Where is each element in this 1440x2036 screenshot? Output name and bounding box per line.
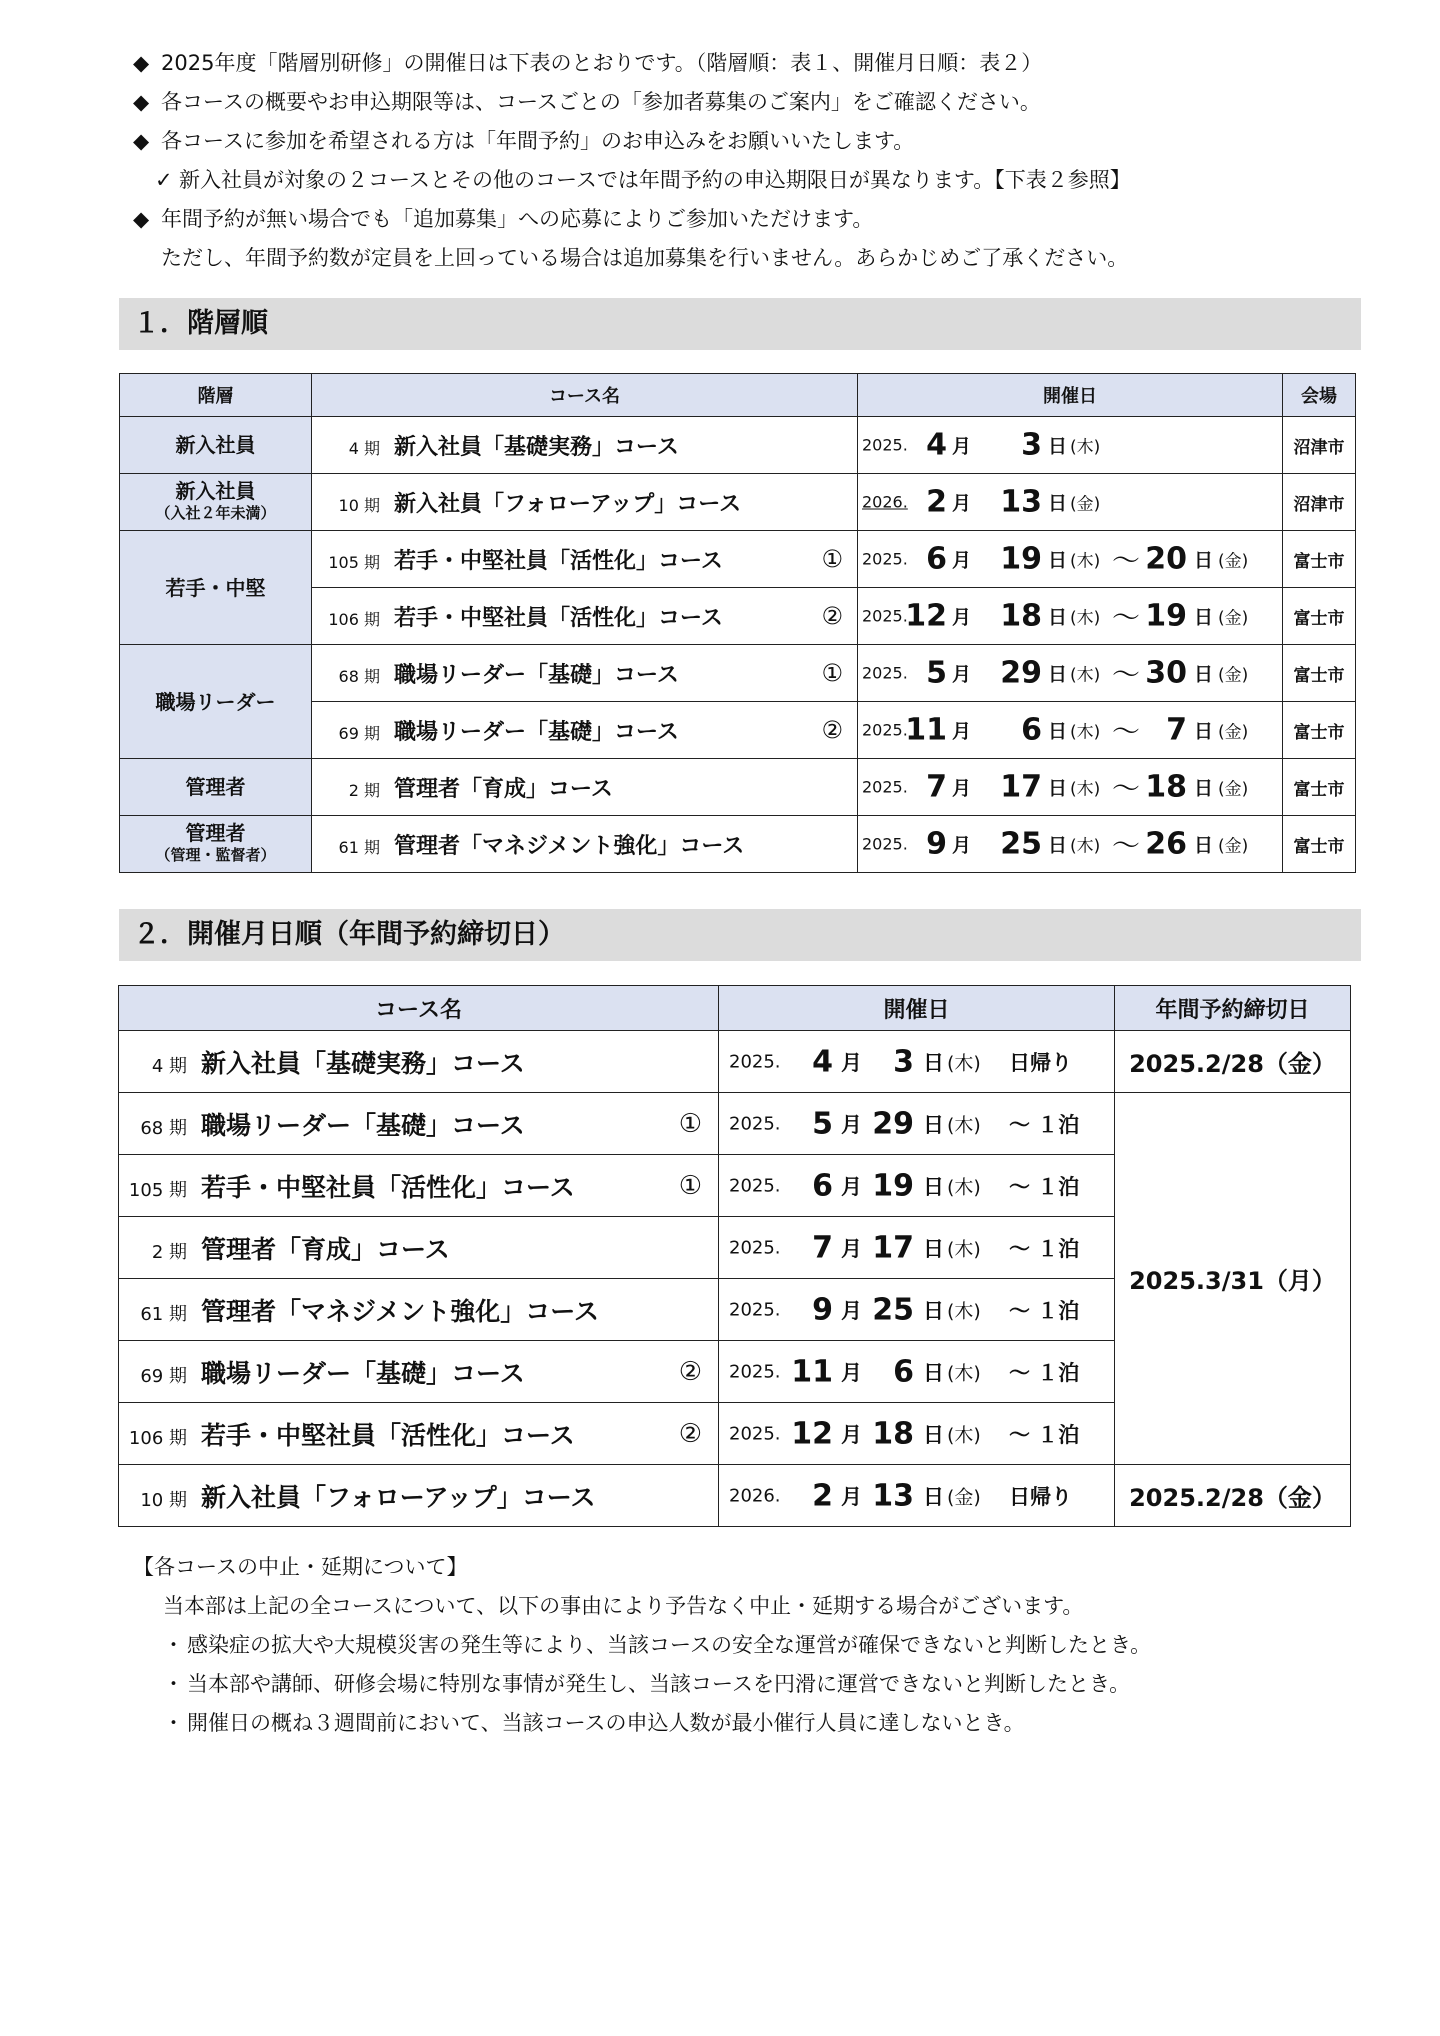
term-number: 2 期 xyxy=(348,780,380,800)
term-number: 69 期 xyxy=(338,723,380,743)
course-name-cell xyxy=(119,1341,719,1403)
list-item: ・ 感染症の拡大や大規模災害の発生等により、当該コースの安全な運営が確保できないと判断したとき。 xyxy=(163,1633,1152,1657)
course-name: 職場リーダー「基礎」コース xyxy=(394,662,679,688)
course-round: ② xyxy=(678,1419,702,1449)
level-sublabel: （入社２年未満） xyxy=(155,504,276,522)
range-tilde: ～ xyxy=(1112,829,1141,862)
date-cell xyxy=(719,1465,1115,1527)
course-name: 若手・中堅社員「活性化」コース xyxy=(201,1172,575,1202)
stay-type: ～ １泊 xyxy=(1009,1112,1080,1137)
day-unit: 日 xyxy=(923,1298,944,1323)
month-unit: 月 xyxy=(841,1050,862,1075)
date-cell xyxy=(719,1155,1115,1217)
weekday: (金) xyxy=(1218,836,1249,857)
term-number: 61 期 xyxy=(140,1303,187,1325)
level-cell xyxy=(120,759,312,816)
intro-line: ✓ 新入社員が対象の２コースとその他のコースでは年間予約の申込期限日が異なります。【下表２参照】 xyxy=(133,161,1353,200)
course-name-cell xyxy=(119,1155,719,1217)
course-name-cell xyxy=(119,1465,719,1527)
list-item: ・ 当本部や講師、研修会場に特別な事情が発生し、当該コースを円滑に運営できないと判断したとき。 xyxy=(163,1672,1131,1696)
intro-line: ◆ 年間予約が無い場合でも「追加募集」への応募によりご参加いただけます。 xyxy=(133,200,1353,239)
month-unit: 月 xyxy=(841,1298,862,1323)
course-name: 新入社員「基礎実務」コース xyxy=(201,1048,525,1078)
date-year: 2025. xyxy=(729,1113,781,1134)
date-month: 6 xyxy=(812,1168,833,1203)
deadline-cell: 2025.2/28（金） xyxy=(1115,1031,1351,1093)
level-cell xyxy=(120,816,312,873)
schedule-table-by-level xyxy=(119,373,1356,873)
date-month: 2 xyxy=(926,484,947,520)
date-day: 19 xyxy=(872,1168,914,1203)
date-year: 2025. xyxy=(862,834,908,854)
intro-line: ◆ 各コースに参加を希望される方は「年間予約」のお申込みをお願いいたします。 xyxy=(133,122,1353,161)
table-row xyxy=(120,474,1356,531)
course-round: ② xyxy=(821,602,843,630)
course-name: 新入社員「基礎実務」コース xyxy=(394,434,679,460)
term-number: 68 期 xyxy=(338,666,380,686)
column-header: コース名 xyxy=(312,374,858,417)
date-end-day: 19 xyxy=(1145,598,1187,634)
date-cell xyxy=(719,1403,1115,1465)
date-month: 11 xyxy=(791,1354,833,1389)
column-header: 開催日 xyxy=(858,374,1283,417)
date-year: 2025. xyxy=(862,549,908,569)
range-tilde: ～ xyxy=(1112,715,1141,748)
column-header: 会場 xyxy=(1283,374,1356,417)
month-unit: 月 xyxy=(952,834,972,857)
date-year: 2025. xyxy=(729,1423,781,1444)
month-unit: 月 xyxy=(841,1360,862,1385)
weekday: (金) xyxy=(1218,665,1249,686)
table-row xyxy=(119,1465,1351,1527)
date-year: 2025. xyxy=(729,1175,781,1196)
course-name-cell xyxy=(312,588,858,645)
table-row xyxy=(120,531,1356,588)
day-unit: 日 xyxy=(923,1050,944,1075)
venue-cell: 富士市 xyxy=(1283,702,1356,759)
course-name: 職場リーダー「基礎」コース xyxy=(394,719,679,745)
term-number: 106 期 xyxy=(128,1427,187,1449)
date-day: 13 xyxy=(1000,484,1042,520)
date-month: 4 xyxy=(812,1044,833,1079)
day-unit: 日 xyxy=(1194,777,1214,800)
date-year: 2025. xyxy=(729,1361,781,1382)
date-day: 29 xyxy=(872,1106,914,1141)
stay-type: ～ １泊 xyxy=(1009,1174,1080,1199)
venue-cell: 沼津市 xyxy=(1283,417,1356,474)
date-cell xyxy=(858,588,1283,645)
date-day: 13 xyxy=(872,1478,914,1513)
weekday: (金) xyxy=(1070,494,1101,515)
term-number: 4 期 xyxy=(348,438,380,458)
course-name-cell xyxy=(312,759,858,816)
course-name-cell xyxy=(312,702,858,759)
day-unit: 日 xyxy=(923,1174,944,1199)
course-name-cell xyxy=(119,1279,719,1341)
weekday: (木) xyxy=(947,1114,981,1136)
table-row xyxy=(119,1031,1351,1093)
table-row xyxy=(119,1093,1351,1155)
date-month: 12 xyxy=(791,1416,833,1451)
day-unit: 日 xyxy=(1048,834,1068,857)
term-number: 2 期 xyxy=(151,1241,187,1263)
day-unit: 日 xyxy=(1194,663,1214,686)
range-tilde: ～ xyxy=(1112,772,1141,805)
column-header: 開催日 xyxy=(719,986,1115,1031)
deadline-cell: 2025.2/28（金） xyxy=(1115,1465,1351,1527)
month-unit: 月 xyxy=(952,720,972,743)
date-cell xyxy=(719,1031,1115,1093)
venue-cell: 富士市 xyxy=(1283,588,1356,645)
table-row xyxy=(120,417,1356,474)
term-number: 68 期 xyxy=(140,1117,187,1139)
course-round: ① xyxy=(678,1171,702,1201)
date-cell xyxy=(858,759,1283,816)
date-year: 2025. xyxy=(862,606,908,626)
stay-type: ～ １泊 xyxy=(1009,1298,1080,1323)
date-year: 2025. xyxy=(729,1051,781,1072)
day-unit: 日 xyxy=(923,1422,944,1447)
diamond-icon: ◆ xyxy=(133,51,150,75)
date-year: 2025. xyxy=(729,1299,781,1320)
month-unit: 月 xyxy=(841,1174,862,1199)
course-name: 若手・中堅社員「活性化」コース xyxy=(394,548,723,574)
date-day: 25 xyxy=(872,1292,914,1327)
day-unit: 日 xyxy=(923,1484,944,1509)
date-end-day: 18 xyxy=(1145,769,1187,805)
month-unit: 月 xyxy=(952,492,972,515)
date-day: 3 xyxy=(893,1044,914,1079)
month-unit: 月 xyxy=(841,1484,862,1509)
month-unit: 月 xyxy=(841,1422,862,1447)
date-cell xyxy=(858,474,1283,531)
day-unit: 日 xyxy=(1048,435,1068,458)
date-year: 2025. xyxy=(862,663,908,683)
date-cell xyxy=(719,1341,1115,1403)
stay-type: ～ １泊 xyxy=(1009,1360,1080,1385)
date-day: 25 xyxy=(1000,826,1042,862)
date-year: 2025. xyxy=(862,777,908,797)
date-cell xyxy=(719,1093,1115,1155)
month-unit: 月 xyxy=(952,777,972,800)
month-unit: 月 xyxy=(952,435,972,458)
schedule-table-by-date xyxy=(118,985,1351,1527)
date-month: 5 xyxy=(812,1106,833,1141)
stay-type: ～ １泊 xyxy=(1009,1422,1080,1447)
day-unit: 日 xyxy=(1048,720,1068,743)
date-cell xyxy=(858,531,1283,588)
level-label: 職場リーダー xyxy=(155,689,276,714)
course-name: 新入社員「フォローアップ」コース xyxy=(394,491,742,517)
course-name: 職場リーダー「基礎」コース xyxy=(201,1358,525,1388)
course-name: 管理者「マネジメント強化」コース xyxy=(394,833,745,859)
date-day: 17 xyxy=(872,1230,914,1265)
date-day: 19 xyxy=(1000,541,1042,577)
date-end-day: 20 xyxy=(1145,541,1187,577)
cancellation-notes xyxy=(133,1548,1353,1743)
term-number: 105 期 xyxy=(128,1179,187,1201)
course-name: 職場リーダー「基礎」コース xyxy=(201,1110,525,1140)
date-end-day: 26 xyxy=(1145,826,1187,862)
course-name: 管理者「マネジメント強化」コース xyxy=(201,1296,600,1326)
range-tilde: ～ xyxy=(1112,658,1141,691)
course-name-cell xyxy=(119,1093,719,1155)
column-header: コース名 xyxy=(119,986,719,1031)
month-unit: 月 xyxy=(841,1236,862,1261)
day-unit: 日 xyxy=(1194,549,1214,572)
date-month: 7 xyxy=(812,1230,833,1265)
weekday: (木) xyxy=(1070,437,1101,458)
date-month: 12 xyxy=(905,598,947,634)
level-sublabel: （管理・監督者） xyxy=(155,846,276,864)
diamond-icon: ◆ xyxy=(133,90,150,114)
day-unit: 日 xyxy=(923,1360,944,1385)
intro-line: ◆ 2025年度「階層別研修」の開催日は下表のとおりです。（階層順：表１、開催月日順：表２） xyxy=(133,44,1353,83)
level-cell xyxy=(120,474,312,531)
date-day: 17 xyxy=(1000,769,1042,805)
date-day: 18 xyxy=(872,1416,914,1451)
date-month: 6 xyxy=(926,541,947,577)
date-month: 9 xyxy=(812,1292,833,1327)
weekday: (木) xyxy=(947,1176,981,1198)
date-cell xyxy=(858,702,1283,759)
date-day: 29 xyxy=(1000,655,1042,691)
term-number: 10 期 xyxy=(140,1489,187,1511)
check-icon: ✓ xyxy=(155,168,173,192)
date-day: 3 xyxy=(1021,427,1042,463)
course-name-cell xyxy=(119,1031,719,1093)
course-round: ② xyxy=(678,1357,702,1387)
column-header: 年間予約締切日 xyxy=(1115,986,1351,1031)
month-unit: 月 xyxy=(952,549,972,572)
term-number: 69 期 xyxy=(140,1365,187,1387)
weekday: (木) xyxy=(947,1052,981,1074)
weekday: (木) xyxy=(947,1424,981,1446)
venue-cell: 富士市 xyxy=(1283,759,1356,816)
day-unit: 日 xyxy=(1194,606,1214,629)
day-unit: 日 xyxy=(1048,663,1068,686)
weekday: (木) xyxy=(947,1362,981,1384)
level-label: 新入社員 xyxy=(175,479,256,503)
intro-line: ◆ 各コースの概要やお申込期限等は、コースごとの「参加者募集のご案内」をご確認ください。 xyxy=(133,83,1353,122)
intro-text xyxy=(133,44,1353,278)
table-row xyxy=(120,759,1356,816)
date-month: 4 xyxy=(926,427,947,463)
day-unit: 日 xyxy=(1194,720,1214,743)
term-number: 4 期 xyxy=(151,1055,187,1077)
list-item: ・ 開催日の概ね３週間前において、当該コースの申込人数が最小催行人員に達しないとき。 xyxy=(163,1711,1025,1735)
course-round: ① xyxy=(821,545,843,573)
stay-type: 日帰り xyxy=(1009,1484,1072,1509)
date-month: 11 xyxy=(905,712,947,748)
weekday: (金) xyxy=(1218,779,1249,800)
month-unit: 月 xyxy=(952,606,972,629)
weekday: (木) xyxy=(1070,779,1101,800)
range-tilde: ～ xyxy=(1112,544,1141,577)
date-day: 18 xyxy=(1000,598,1042,634)
term-number: 10 期 xyxy=(338,495,380,515)
venue-cell: 富士市 xyxy=(1283,531,1356,588)
weekday: (木) xyxy=(1070,608,1101,629)
course-name: 若手・中堅社員「活性化」コース xyxy=(394,605,723,631)
day-unit: 日 xyxy=(1048,492,1068,515)
day-unit: 日 xyxy=(923,1112,944,1137)
weekday: (金) xyxy=(1218,608,1249,629)
date-month: 7 xyxy=(926,769,947,805)
date-month: 2 xyxy=(812,1478,833,1513)
date-end-day: 7 xyxy=(1166,712,1187,748)
level-label: 管理者 xyxy=(185,821,246,845)
diamond-icon: ◆ xyxy=(133,129,150,153)
course-round: ① xyxy=(821,659,843,687)
level-cell xyxy=(120,417,312,474)
course-name-cell xyxy=(312,474,858,531)
intro-line: ただし、年間予約数が定員を上回っている場合は追加募集を行いません。あらかじめご了承ください。 xyxy=(161,246,1129,270)
date-year: 2025. xyxy=(862,435,908,455)
column-header: 階層 xyxy=(120,374,312,417)
course-name-cell xyxy=(312,816,858,873)
weekday: (金) xyxy=(1218,551,1249,572)
weekday: (金) xyxy=(947,1486,981,1508)
level-cell xyxy=(120,645,312,759)
date-month: 5 xyxy=(926,655,947,691)
level-label: 新入社員 xyxy=(175,433,256,457)
date-cell xyxy=(858,417,1283,474)
course-name-cell xyxy=(119,1403,719,1465)
date-cell xyxy=(719,1217,1115,1279)
course-name: 新入社員「フォローアップ」コース xyxy=(201,1482,596,1512)
course-name: 管理者「育成」コース xyxy=(394,776,613,802)
term-number: 106 期 xyxy=(328,609,380,629)
weekday: (木) xyxy=(1070,836,1101,857)
range-tilde: ～ xyxy=(1112,601,1141,634)
section-title-1: １．階層順 xyxy=(119,298,1361,350)
date-end-day: 30 xyxy=(1145,655,1187,691)
level-cell xyxy=(120,531,312,645)
date-year: 2025. xyxy=(729,1237,781,1258)
weekday: (木) xyxy=(947,1238,981,1260)
date-month: 9 xyxy=(926,826,947,862)
venue-cell: 富士市 xyxy=(1283,816,1356,873)
weekday: (木) xyxy=(1070,722,1101,743)
day-unit: 日 xyxy=(923,1236,944,1261)
course-name-cell xyxy=(312,531,858,588)
date-year: 2026. xyxy=(862,492,908,512)
weekday: (木) xyxy=(1070,665,1101,686)
course-name: 若手・中堅社員「活性化」コース xyxy=(201,1420,575,1450)
month-unit: 月 xyxy=(952,663,972,686)
course-name-cell xyxy=(119,1217,719,1279)
date-cell xyxy=(858,816,1283,873)
stay-type: 日帰り xyxy=(1009,1050,1072,1075)
table-row xyxy=(120,816,1356,873)
date-day: 6 xyxy=(1021,712,1042,748)
section-title-2: ２．開催月日順（年間予約締切日） xyxy=(119,909,1361,961)
notes-title: 【各コースの中止・延期について】 xyxy=(133,1555,468,1579)
weekday: (金) xyxy=(1218,722,1249,743)
date-cell xyxy=(719,1279,1115,1341)
venue-cell: 沼津市 xyxy=(1283,474,1356,531)
level-label: 管理者 xyxy=(185,775,246,799)
course-name: 管理者「育成」コース xyxy=(201,1234,450,1264)
day-unit: 日 xyxy=(1048,606,1068,629)
course-round: ① xyxy=(678,1109,702,1139)
weekday: (木) xyxy=(1070,551,1101,572)
course-round: ② xyxy=(821,716,843,744)
notes-paragraph: 当本部は上記の全コースについて、以下の事由により予告なく中止・延期する場合がございます。 xyxy=(163,1594,1084,1618)
course-name-cell xyxy=(312,417,858,474)
term-number: 61 期 xyxy=(338,837,380,857)
date-year: 2026. xyxy=(729,1485,781,1506)
month-unit: 月 xyxy=(841,1112,862,1137)
weekday: (木) xyxy=(947,1300,981,1322)
day-unit: 日 xyxy=(1194,834,1214,857)
level-label: 若手・中堅 xyxy=(165,575,266,600)
day-unit: 日 xyxy=(1048,777,1068,800)
table-row xyxy=(120,645,1356,702)
date-day: 6 xyxy=(893,1354,914,1389)
deadline-cell: 2025.3/31（月） xyxy=(1115,1093,1351,1465)
day-unit: 日 xyxy=(1048,549,1068,572)
diamond-icon: ◆ xyxy=(133,207,150,231)
course-name-cell xyxy=(312,645,858,702)
date-cell xyxy=(858,645,1283,702)
term-number: 105 期 xyxy=(328,552,380,572)
venue-cell: 富士市 xyxy=(1283,645,1356,702)
stay-type: ～ １泊 xyxy=(1009,1236,1080,1261)
date-year: 2025. xyxy=(862,720,908,740)
